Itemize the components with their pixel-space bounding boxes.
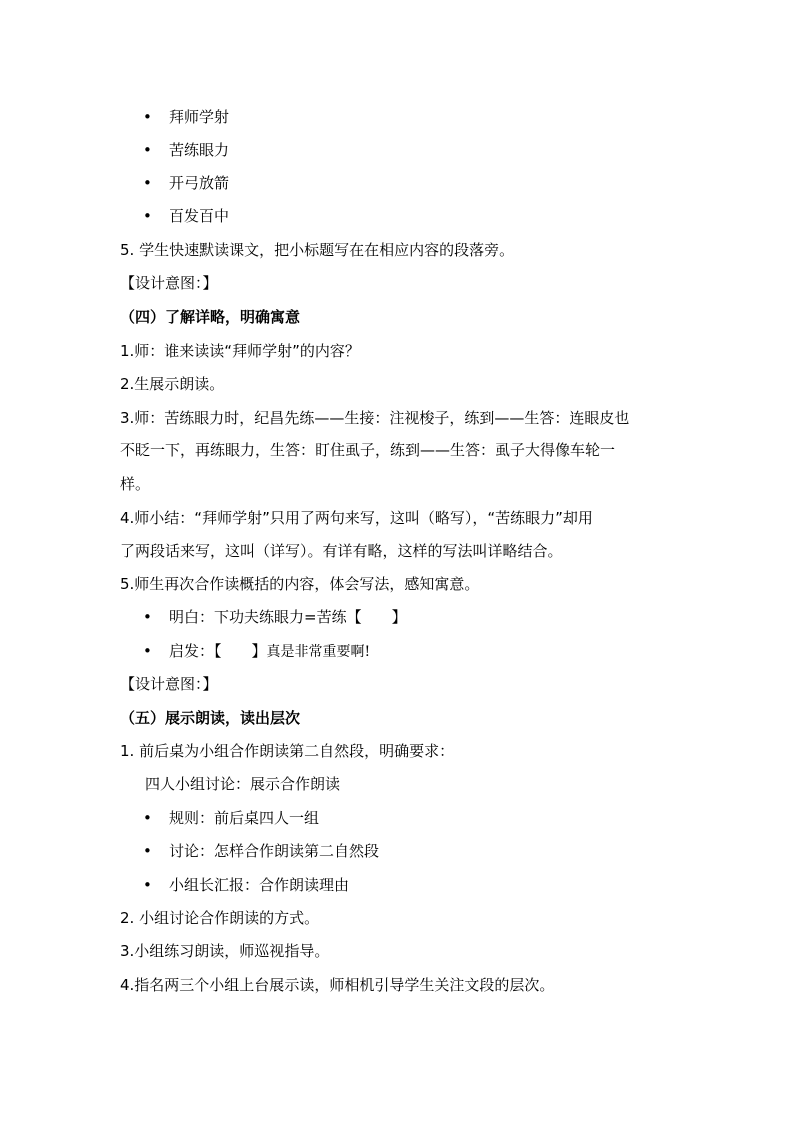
bullet-marker: •: [143, 141, 152, 159]
bullet-marker: •: [143, 108, 152, 126]
paragraph: 3.小组练习朗读，师巡视指导。: [120, 942, 330, 960]
paragraph: 3.师：苦练眼力时，纪昌先练——生接：注视梭子，练到——生答：连眼皮也: [120, 409, 630, 427]
paragraph: 1. 前后桌为小组合作朗读第二自然段，明确要求：: [120, 742, 455, 760]
list-item-text: 真是非常重要啊!: [266, 644, 371, 660]
section-heading: （四）了解详略，明确寓意: [120, 308, 301, 326]
bullet-marker: •: [143, 876, 152, 894]
bullet-marker: •: [143, 207, 152, 225]
list-item: 百发百中: [169, 207, 230, 225]
list-item: 讨论：怎样合作朗读第二自然段: [169, 842, 380, 860]
list-item-text: 启发：【 】: [169, 642, 267, 660]
list-item: 规则：前后桌四人一组: [169, 809, 320, 827]
list-item: [169, 641, 370, 662]
bullet-marker: •: [143, 642, 152, 660]
paragraph: 2.生展示朗读。: [120, 375, 225, 393]
list-item: 明白：下功夫练眼力=苦练【 】: [169, 608, 407, 626]
paragraph: 了两段话来写，这叫（详写）。有详有略，这样的写法叫详略结合。: [120, 542, 563, 560]
paragraph: 样。: [120, 475, 151, 493]
list-item: 开弓放箭: [169, 174, 230, 192]
list-item: 拜师学射: [169, 108, 230, 126]
paragraph: 5. 学生快速默读课文，把小标题写在在相应内容的段落旁。: [120, 241, 515, 259]
list-item: 苦练眼力: [169, 141, 230, 159]
bullet-marker: •: [143, 809, 152, 827]
design-intent-label: 【设计意图：】: [120, 675, 218, 693]
paragraph: 四人小组讨论：展示合作朗读: [145, 775, 341, 793]
design-intent-label: 【设计意图：】: [120, 274, 218, 292]
list-item: 小组长汇报：合作朗读理由: [169, 876, 350, 894]
paragraph: 2. 小组讨论合作朗读的方式。: [120, 909, 320, 927]
section-heading: （五）展示朗读，读出层次: [120, 709, 301, 727]
paragraph: 1.师：谁来读读“拜师学射”的内容？: [120, 342, 360, 360]
paragraph: 不眨一下，再练眼力，生答：盯住虱子，练到——生答：虱子大得像车轮一: [120, 441, 616, 459]
bullet-marker: •: [143, 842, 152, 860]
bullet-marker: •: [143, 174, 152, 192]
paragraph: 4.师小结：“拜师学射”只用了两句来写，这叫（略写），“苦练眼力”却用: [120, 509, 593, 527]
paragraph: 4.指名两三个小组上台展示读，师相机引导学生关注文段的层次。: [120, 976, 555, 994]
paragraph: 5.师生再次合作读概括的内容，体会写法，感知寓意。: [120, 575, 480, 593]
bullet-marker: •: [143, 608, 152, 626]
